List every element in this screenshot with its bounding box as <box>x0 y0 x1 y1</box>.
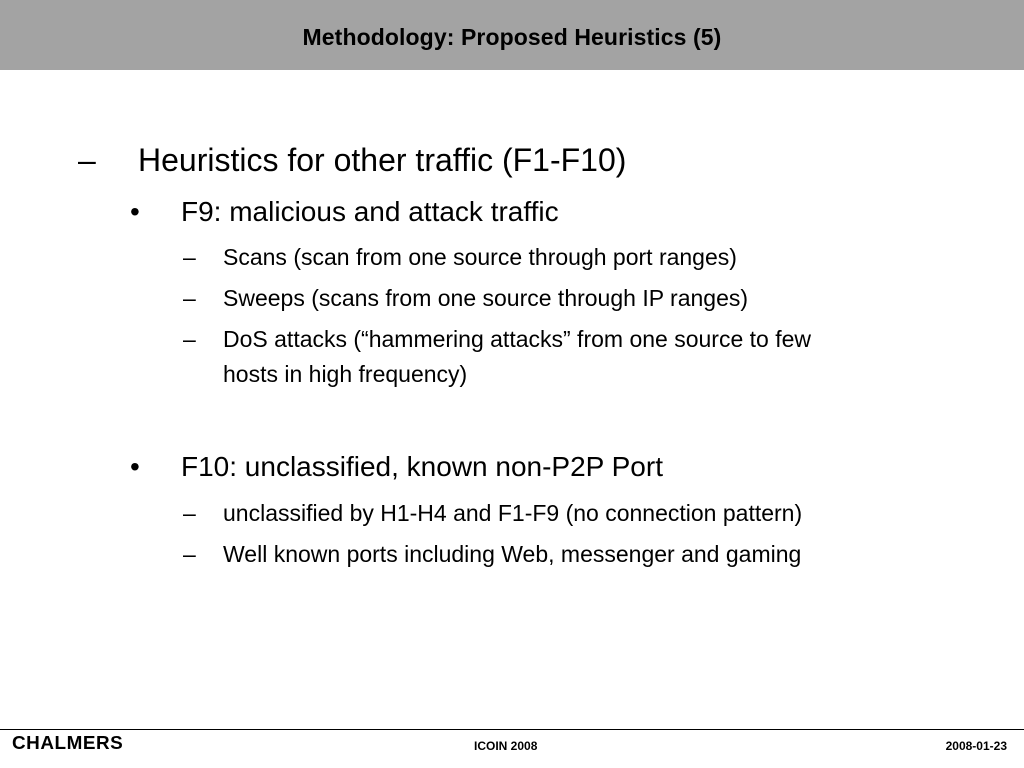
bullet-marker: • <box>130 451 140 482</box>
bullet-item-f10: F10: unclassified, known non-P2P Port <box>181 451 663 482</box>
subitem-dos-line1: DoS attacks (“hammering attacks” from one source to few <box>223 326 811 352</box>
sub-dash-marker: – <box>183 541 196 567</box>
level1-dash-marker: – <box>78 142 96 178</box>
bullet-item-f9: F9: malicious and attack traffic <box>181 196 559 227</box>
footer-divider <box>0 729 1024 730</box>
subitem-well-known-ports: Well known ports including Web, messenger and gaming <box>223 541 802 567</box>
sub-dash-marker: – <box>183 285 196 311</box>
footer-conference: ICOIN 2008 <box>474 739 538 753</box>
chalmers-logo: CHALMERS <box>12 733 124 753</box>
bullet-marker: • <box>130 196 140 227</box>
sub-dash-marker: – <box>183 326 196 352</box>
level1-heading: Heuristics for other traffic (F1-F10) <box>138 142 627 178</box>
sub-dash-marker: – <box>183 500 196 526</box>
footer-date: 2008-01-23 <box>945 739 1007 753</box>
subitem-unclassified: unclassified by H1-H4 and F1-F9 (no connection pattern) <box>223 500 803 526</box>
subitem-scans: Scans (scan from one source through port ranges) <box>223 244 737 270</box>
subitem-sweeps: Sweeps (scans from one source through IP ranges) <box>223 285 749 311</box>
slide-title: Methodology: Proposed Heuristics (5) <box>302 23 722 50</box>
sub-dash-marker: – <box>183 244 196 270</box>
subitem-dos-line2: hosts in high frequency) <box>223 361 468 387</box>
